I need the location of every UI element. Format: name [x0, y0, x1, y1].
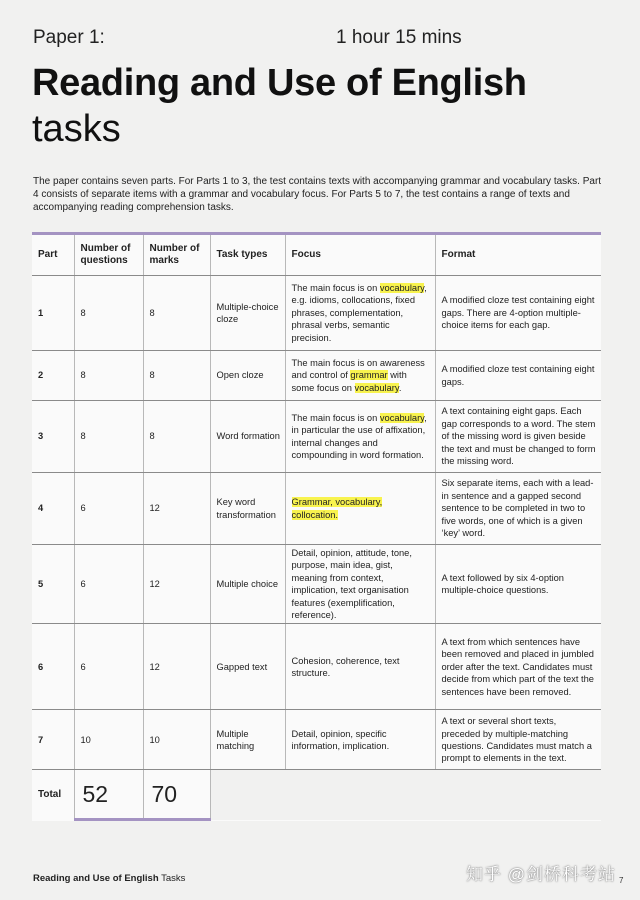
focus-text: The main focus is on	[291, 412, 380, 423]
table-row	[32, 624, 601, 710]
part-number: 3	[32, 401, 74, 473]
total-blank	[210, 770, 285, 820]
table-header-row	[32, 234, 601, 276]
focus-cell	[285, 276, 435, 351]
total-label: Total	[32, 770, 74, 820]
focus-highlight: Grammar, vocabulary, collocation.	[291, 497, 383, 520]
marks-count: 12	[143, 545, 210, 624]
table-row	[32, 351, 601, 401]
marks-count: 8	[143, 276, 210, 351]
focus-highlight: grammar	[350, 370, 388, 381]
focus-highlight: vocabulary	[379, 412, 425, 423]
part-number: 6	[32, 624, 74, 710]
questions-count: 6	[74, 624, 143, 710]
marks-count: 8	[143, 401, 210, 473]
part-number: 1	[32, 276, 74, 351]
watermark: 知乎 @剑桥科考站	[466, 865, 616, 884]
questions-count: 8	[74, 276, 143, 351]
focus-text: , in particular the use of affixation, internal changes and compounding in word formation.	[291, 412, 427, 460]
focus-cell: Detail, opinion, specific information, implication.	[285, 710, 435, 770]
paper-duration: 1 hour 15 mins	[336, 27, 462, 48]
table-row	[32, 545, 601, 624]
page-title-line2: tasks	[32, 108, 121, 150]
format-cell: A modified cloze test containing eight gaps. There are 4-option multiple-choice items for each gap.	[435, 276, 601, 351]
part-number: 5	[32, 545, 74, 624]
total-row	[32, 770, 601, 820]
total-blank	[435, 770, 601, 820]
table-row	[32, 710, 601, 770]
focus-cell: Cohesion, coherence, text structure.	[285, 624, 435, 710]
col-header-format: Format	[435, 234, 601, 276]
page-footer	[33, 873, 185, 884]
format-cell: A modified cloze test containing eight gaps.	[435, 351, 601, 401]
marks-count: 12	[143, 624, 210, 710]
col-header-focus: Focus	[285, 234, 435, 276]
total-questions: 52	[74, 770, 143, 820]
task-type: Open cloze	[210, 351, 285, 401]
task-type: Word formation	[210, 401, 285, 473]
intro-paragraph: The paper contains seven parts. For Parts 1 to 3, the test contains texts with accompanying grammar and vocabulary tasks. Part 4 consists of separate items with a grammar and vocabulary focus. For Parts 5 to 7, the test contains a range of texts and accompanying reading comprehension tasks.	[33, 176, 602, 213]
task-type: Key word transformation	[210, 473, 285, 545]
focus-highlight: vocabulary	[379, 282, 425, 293]
focus-text: with some focus on	[291, 370, 407, 393]
paper-label: Paper 1:	[33, 27, 105, 48]
col-header-task-types: Task types	[210, 234, 285, 276]
col-header-part: Part	[32, 234, 74, 276]
questions-count: 8	[74, 401, 143, 473]
questions-count: 8	[74, 351, 143, 401]
focus-text: The main focus is on	[291, 282, 380, 293]
marks-count: 10	[143, 710, 210, 770]
table-row	[32, 401, 601, 473]
tasks-table	[32, 232, 601, 821]
focus-cell	[285, 473, 435, 545]
task-type: Gapped text	[210, 624, 285, 710]
task-type: Multiple choice	[210, 545, 285, 624]
marks-count: 12	[143, 473, 210, 545]
focus-cell: Detail, opinion, attitude, tone, purpose, main idea, gist, meaning from context, implication, text organisation features (exemplification, reference).	[285, 545, 435, 624]
focus-text: The main focus is on awareness and control of	[291, 357, 425, 381]
focus-highlight: vocabulary	[354, 382, 399, 393]
part-number: 4	[32, 473, 74, 545]
col-header-questions: Number of questions	[74, 234, 143, 276]
format-cell: A text followed by six 4-option multiple-choice questions.	[435, 545, 601, 624]
questions-count: 6	[74, 545, 143, 624]
focus-cell	[285, 401, 435, 473]
format-cell: A text or several short texts, preceded by multiple-matching questions. Candidates must match a prompt to elements in the text.	[435, 710, 601, 770]
task-type: Multiple-choice cloze	[210, 276, 285, 351]
paper-heading	[33, 27, 593, 49]
total-marks: 70	[143, 770, 210, 820]
page-number: 7	[619, 876, 624, 885]
part-number: 2	[32, 351, 74, 401]
table-row	[32, 473, 601, 545]
focus-text: , e.g. idioms, collocations, fixed phrases, complementation, phrasal verbs, semantic precision.	[291, 282, 427, 343]
marks-count: 8	[143, 351, 210, 401]
total-blank	[285, 770, 435, 820]
questions-count: 6	[74, 473, 143, 545]
footer-section: Reading and Use of English	[33, 873, 159, 884]
table-row	[32, 276, 601, 351]
footer-subsection: Tasks	[161, 873, 186, 884]
focus-text: .	[398, 382, 402, 393]
page-title: Reading and Use of English	[32, 62, 527, 104]
focus-cell	[285, 351, 435, 401]
col-header-marks: Number of marks	[143, 234, 210, 276]
task-type: Multiple matching	[210, 710, 285, 770]
format-cell: A text from which sentences have been removed and placed in jumbled order after the text. Candidates must decide from which part of the text the sentences have been removed.	[435, 624, 601, 710]
part-number: 7	[32, 710, 74, 770]
format-cell: Six separate items, each with a lead-in sentence and a gapped second sentence to be completed in two to five words, one of which is a given ‘key’ word.	[435, 473, 601, 545]
format-cell: A text containing eight gaps. Each gap corresponds to a word. The stem of the missing word is given beside the text and must be changed to form the missing word.	[435, 401, 601, 473]
questions-count: 10	[74, 710, 143, 770]
